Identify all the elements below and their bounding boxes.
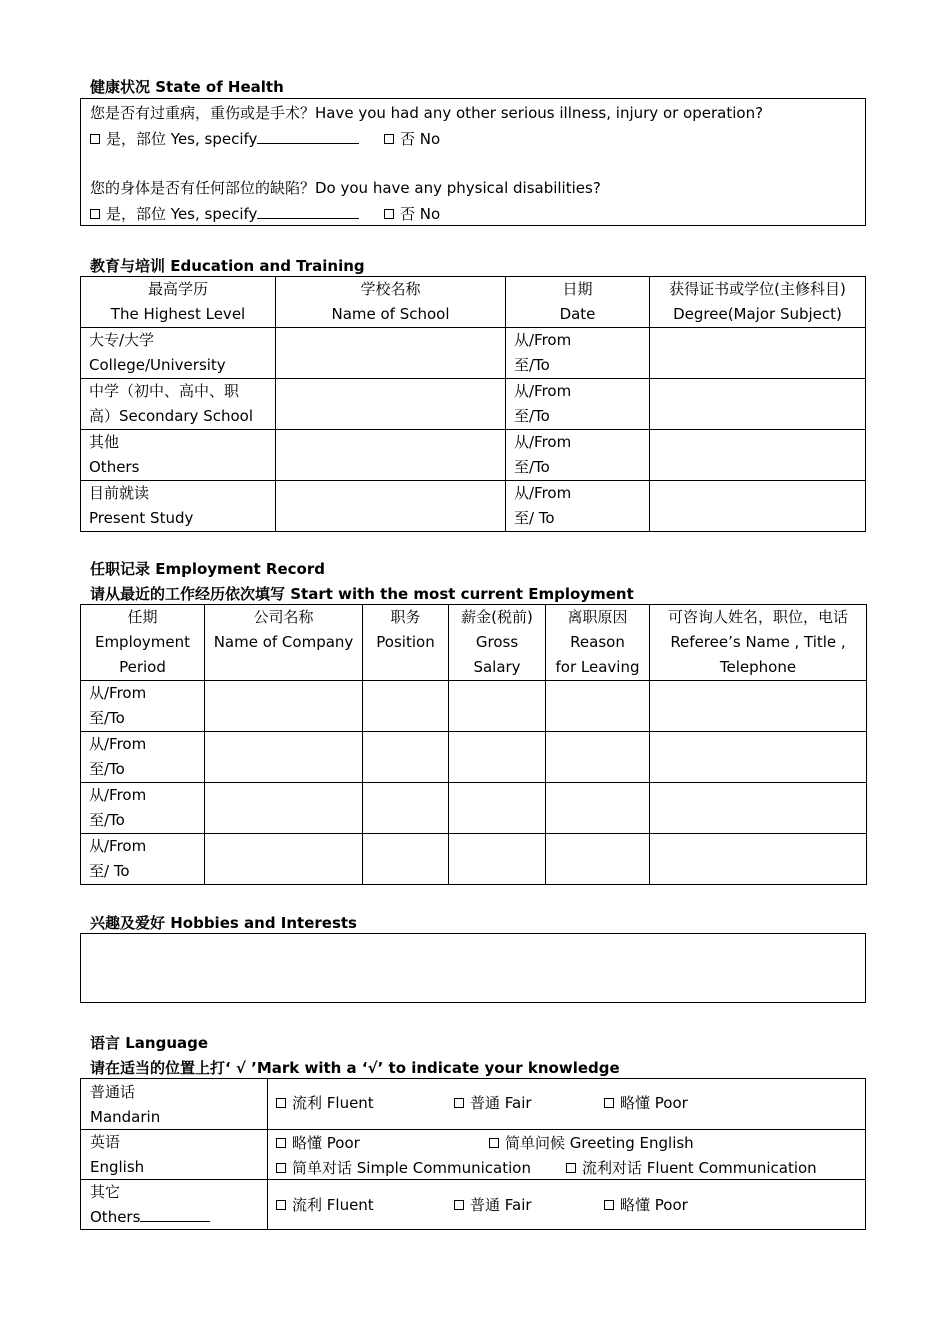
others-poor-option[interactable]: 略懂 Poor [604, 1194, 688, 1215]
mandarin-poor-option[interactable]: 略懂 Poor [604, 1092, 688, 1113]
q2-specify-field[interactable] [257, 204, 359, 219]
others-fluent-option[interactable]: 流利 Fluent [276, 1194, 374, 1215]
emp-referee-field[interactable] [650, 681, 867, 732]
q1-yes-checkbox[interactable] [90, 134, 100, 144]
emp-company-field[interactable] [205, 834, 363, 885]
emp-header-company: 公司名称 Name of Company [205, 605, 363, 681]
edu-date-field[interactable]: 从/From 至/To [506, 379, 650, 430]
health-question-2: 您的身体是否有任何部位的缺陷？Do you have any physical disabilities? [90, 179, 601, 197]
q2-no-checkbox[interactable] [384, 209, 394, 219]
edu-degree-field[interactable] [650, 328, 866, 379]
others-fair-option[interactable]: 普通 Fair [454, 1194, 532, 1215]
emp-position-field[interactable] [363, 681, 449, 732]
health-heading: 健康状况 State of Health [90, 78, 284, 96]
table-row [81, 328, 866, 379]
health-question-1: 您是否有过重病，重伤或是手术？Have you had any other serious illness, injury or operation? [90, 104, 764, 122]
edu-header-level: 最高学历 The Highest Level [81, 277, 276, 328]
language-table [80, 1078, 866, 1230]
checkbox[interactable] [454, 1200, 464, 1210]
emp-referee-field[interactable] [650, 783, 867, 834]
language-column-divider [267, 1079, 268, 1229]
employment-table [80, 604, 867, 885]
emp-period-field[interactable]: 从/From 至/ To [81, 834, 205, 885]
emp-salary-field[interactable] [449, 783, 546, 834]
edu-level-cell: 大专/大学 College/University [81, 328, 276, 379]
edu-school-field[interactable] [276, 481, 506, 532]
q2-yes-checkbox[interactable] [90, 209, 100, 219]
table-row [81, 783, 867, 834]
emp-salary-field[interactable] [449, 834, 546, 885]
emp-company-field[interactable] [205, 783, 363, 834]
hobbies-field[interactable] [80, 933, 866, 1003]
edu-degree-field[interactable] [650, 481, 866, 532]
edu-level-cell: 中学（初中、高中、职 高）Secondary School [81, 379, 276, 430]
emp-reason-field[interactable] [546, 834, 650, 885]
checkbox[interactable] [276, 1138, 286, 1148]
language-row-divider [81, 1129, 865, 1130]
emp-referee-field[interactable] [650, 732, 867, 783]
emp-reason-field[interactable] [546, 783, 650, 834]
checkbox[interactable] [604, 1098, 614, 1108]
table-row [81, 834, 867, 885]
q2-yes-label: 是，部位 Yes, specify [106, 205, 258, 223]
edu-school-field[interactable] [276, 379, 506, 430]
english-fluent-option[interactable]: 流利对话 Fluent Communication [566, 1157, 817, 1178]
emp-period-field[interactable]: 从/From 至/To [81, 732, 205, 783]
checkbox[interactable] [276, 1098, 286, 1108]
emp-position-field[interactable] [363, 834, 449, 885]
checkbox[interactable] [454, 1098, 464, 1108]
emp-position-field[interactable] [363, 732, 449, 783]
lang-others-label: 其它 Others [90, 1180, 210, 1230]
emp-salary-field[interactable] [449, 681, 546, 732]
q2-no-label: 否 No [400, 205, 441, 223]
education-table [80, 276, 866, 532]
edu-date-field[interactable]: 从/From 至/ To [506, 481, 650, 532]
others-language-field[interactable] [140, 1207, 210, 1222]
education-heading: 教育与培训 Education and Training [90, 257, 365, 275]
edu-date-field[interactable]: 从/From 至/To [506, 328, 650, 379]
checkbox[interactable] [566, 1163, 576, 1173]
edu-header-date: 日期 Date [506, 277, 650, 328]
checkbox[interactable] [604, 1200, 614, 1210]
english-simple-option[interactable]: 简单对话 Simple Communication [276, 1157, 531, 1178]
emp-period-field[interactable]: 从/From 至/To [81, 681, 205, 732]
employment-header-row [81, 605, 867, 681]
edu-school-field[interactable] [276, 430, 506, 481]
table-row [81, 481, 866, 532]
edu-level-cell: 其他 Others [81, 430, 276, 481]
emp-company-field[interactable] [205, 681, 363, 732]
lang-mandarin-label: 普通话 Mandarin [90, 1083, 161, 1126]
hobbies-heading: 兴趣及爱好 Hobbies and Interests [90, 914, 357, 932]
emp-position-field[interactable] [363, 783, 449, 834]
language-heading: 语言 Language [90, 1034, 209, 1052]
q1-no-checkbox[interactable] [384, 134, 394, 144]
edu-header-degree: 获得证书或学位(主修科目) Degree(Major Subject) [650, 277, 866, 328]
education-header-row [81, 277, 866, 328]
lang-english-label: 英语 English [90, 1133, 145, 1176]
table-row [81, 430, 866, 481]
emp-salary-field[interactable] [449, 732, 546, 783]
health-q2-answer [90, 203, 359, 224]
table-row [81, 681, 867, 732]
health-q2-no [384, 203, 440, 224]
q1-specify-field[interactable] [257, 129, 359, 144]
mandarin-fair-option[interactable]: 普通 Fair [454, 1092, 532, 1113]
checkbox[interactable] [276, 1163, 286, 1173]
health-q1-answer [90, 128, 359, 149]
q1-yes-label: 是，部位 Yes, specify [106, 130, 258, 148]
checkbox[interactable] [276, 1200, 286, 1210]
edu-date-field[interactable]: 从/From 至/To [506, 430, 650, 481]
mandarin-fluent-option[interactable]: 流利 Fluent [276, 1092, 374, 1113]
health-q1-no [384, 128, 440, 149]
language-subheading: 请在适当的位置上打‘ √ ’Mark with a ‘√’ to indicate your knowledge [90, 1059, 620, 1077]
english-greeting-option[interactable]: 简单问候 Greeting English [489, 1132, 694, 1153]
table-row [81, 379, 866, 430]
emp-reason-field[interactable] [546, 732, 650, 783]
emp-period-field[interactable]: 从/From 至/To [81, 783, 205, 834]
emp-header-reason: 离职原因 Reason for Leaving [546, 605, 650, 681]
q1-no-label: 否 No [400, 130, 441, 148]
emp-header-salary: 薪金(税前) Gross Salary [449, 605, 546, 681]
emp-header-position: 职务 Position [363, 605, 449, 681]
emp-header-referee: 可咨询人姓名，职位，电话 Referee’s Name , Title , Telephone [650, 605, 867, 681]
emp-reason-field[interactable] [546, 681, 650, 732]
english-poor-option[interactable]: 略懂 Poor [276, 1132, 360, 1153]
edu-degree-field[interactable] [650, 430, 866, 481]
health-box [80, 98, 866, 226]
table-row [81, 732, 867, 783]
edu-degree-field[interactable] [650, 379, 866, 430]
edu-header-school: 学校名称 Name of School [276, 277, 506, 328]
checkbox[interactable] [489, 1138, 499, 1148]
employment-heading: 任职记录 Employment Record [90, 560, 325, 578]
emp-company-field[interactable] [205, 732, 363, 783]
emp-referee-field[interactable] [650, 834, 867, 885]
edu-level-cell: 目前就读 Present Study [81, 481, 276, 532]
employment-subheading: 请从最近的工作经历依次填写 Start with the most current Employment [90, 585, 634, 603]
edu-school-field[interactable] [276, 328, 506, 379]
emp-header-period: 任期 Employment Period [81, 605, 205, 681]
